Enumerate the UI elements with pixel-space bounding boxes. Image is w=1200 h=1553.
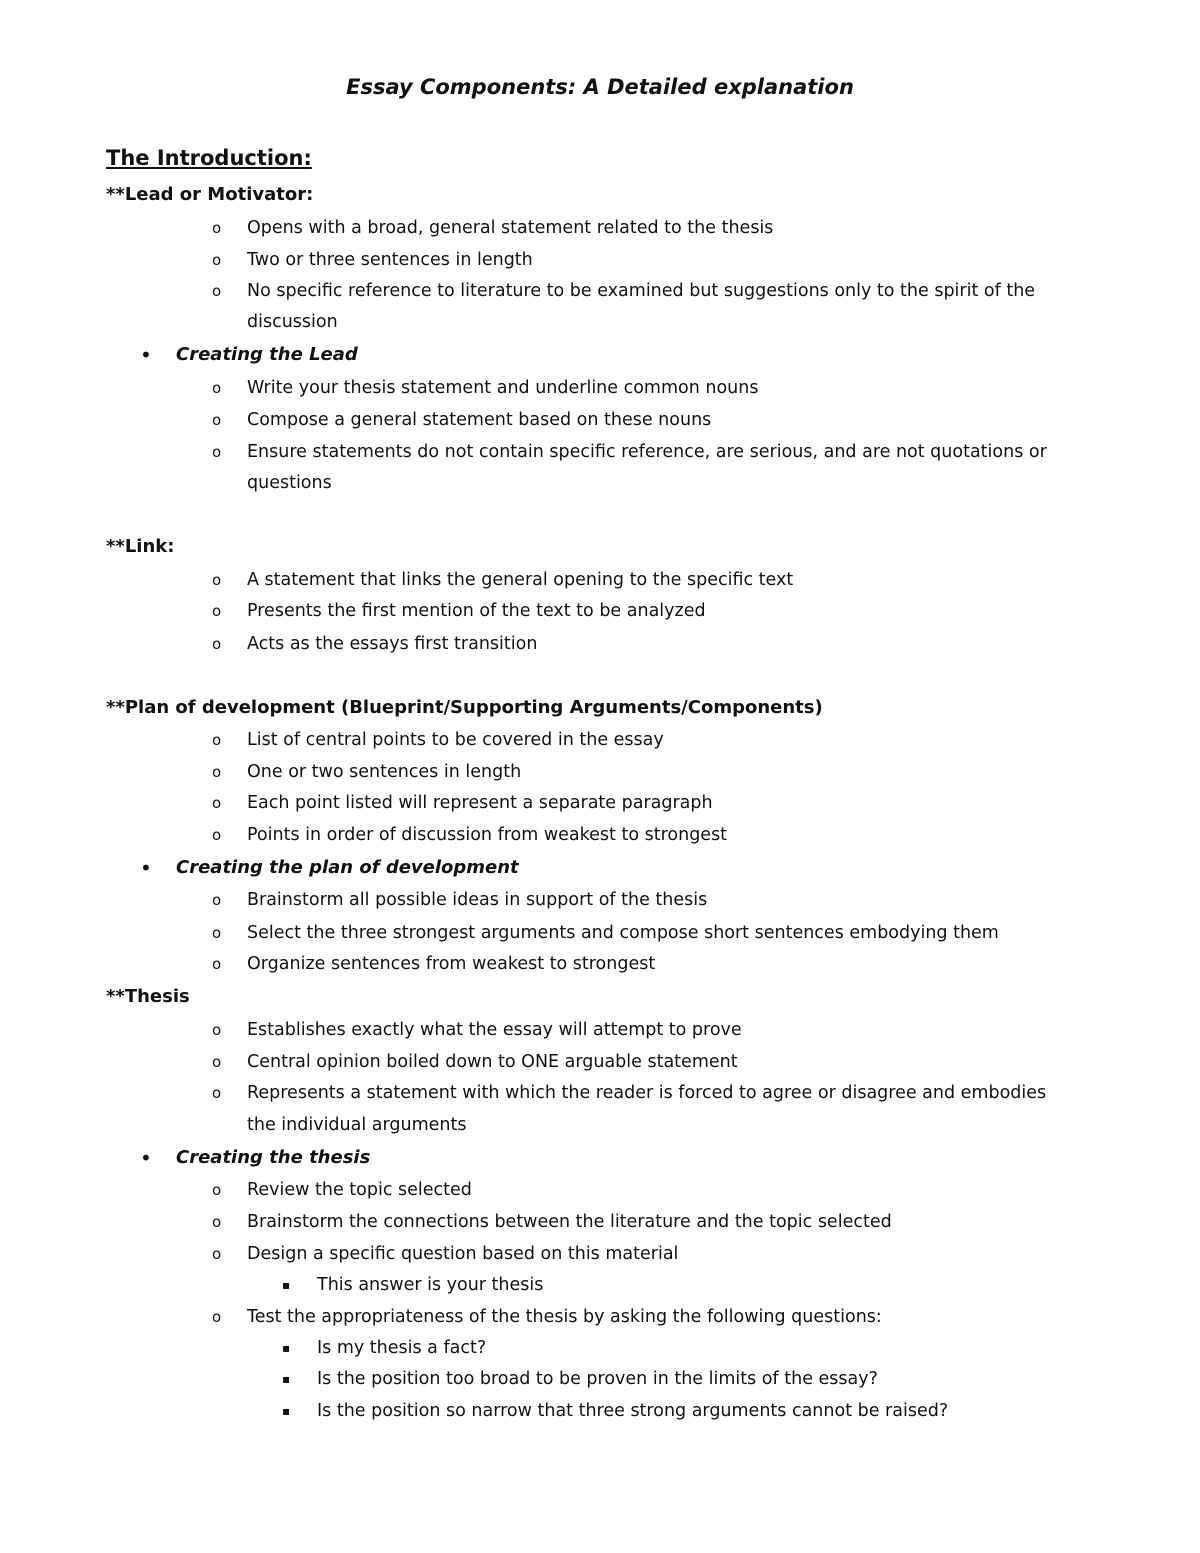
list-item: Ensure statements do not contain specific reference, are serious, and are not quotations or <box>247 442 1047 462</box>
list-item: Brainstorm all possible ideas in support of the thesis <box>247 890 708 910</box>
list-item-continuation: discussion <box>247 312 338 332</box>
sub-list-item: Is the position too broad to be proven in the limits of the essay? <box>317 1369 878 1389</box>
circle-bullet-icon: o <box>212 1308 222 1326</box>
list-item: Presents the first mention of the text to be analyzed <box>247 601 706 621</box>
list-item: Represents a statement with which the reader is forced to agree or disagree and embodies <box>247 1083 1047 1103</box>
sub-list-item: Is my thesis a fact? <box>317 1338 487 1358</box>
list-item: Two or three sentences in length <box>247 250 533 270</box>
circle-bullet-icon: o <box>212 1213 222 1231</box>
circle-bullet-icon: o <box>212 1181 222 1199</box>
section-heading-introduction: The Introduction: <box>106 146 312 170</box>
disc-bullet-icon: • <box>140 343 152 367</box>
circle-bullet-icon: o <box>212 1084 222 1102</box>
list-item: Points in order of discussion from weakest to strongest <box>247 825 728 845</box>
list-item: List of central points to be covered in the essay <box>247 730 664 750</box>
circle-bullet-icon: o <box>212 955 222 973</box>
circle-bullet-icon: o <box>212 411 222 429</box>
list-item: Select the three strongest arguments and compose short sentences embodying them <box>247 923 999 943</box>
circle-bullet-icon: o <box>212 602 222 620</box>
circle-bullet-icon: o <box>212 794 222 812</box>
bullet-subheading: Creating the thesis <box>176 1147 371 1168</box>
circle-bullet-icon: o <box>212 1021 222 1039</box>
circle-bullet-icon: o <box>212 826 222 844</box>
list-item: Acts as the essays first transition <box>247 634 538 654</box>
circle-bullet-icon: o <box>212 379 222 397</box>
list-item: Compose a general statement based on these nouns <box>247 410 712 430</box>
square-bullet-icon: ▪ <box>282 1372 291 1386</box>
circle-bullet-icon: o <box>212 282 222 300</box>
list-item: Opens with a broad, general statement related to the thesis <box>247 218 774 238</box>
circle-bullet-icon: o <box>212 219 222 237</box>
circle-bullet-icon: o <box>212 763 222 781</box>
list-item: Organize sentences from weakest to strongest <box>247 954 656 974</box>
section-subheading: **Lead or Motivator: <box>106 184 314 205</box>
list-item: Each point listed will represent a separate paragraph <box>247 793 713 813</box>
list-item-continuation: questions <box>247 473 332 493</box>
circle-bullet-icon: o <box>212 443 222 461</box>
disc-bullet-icon: • <box>140 856 152 880</box>
circle-bullet-icon: o <box>212 1245 222 1263</box>
list-item: Write your thesis statement and underline common nouns <box>247 378 759 398</box>
square-bullet-icon: ▪ <box>282 1278 291 1292</box>
disc-bullet-icon: • <box>140 1146 152 1170</box>
circle-bullet-icon: o <box>212 891 222 909</box>
square-bullet-icon: ▪ <box>282 1341 291 1355</box>
list-item: Brainstorm the connections between the literature and the topic selected <box>247 1212 892 1232</box>
list-item: No specific reference to literature to be examined but suggestions only to the spirit of the <box>247 281 1036 301</box>
bullet-subheading: Creating the Lead <box>176 344 358 365</box>
circle-bullet-icon: o <box>212 731 222 749</box>
circle-bullet-icon: o <box>212 924 222 942</box>
bullet-subheading: Creating the plan of development <box>176 857 519 878</box>
list-item: Establishes exactly what the essay will attempt to prove <box>247 1020 742 1040</box>
list-item: A statement that links the general opening to the specific text <box>247 570 794 590</box>
circle-bullet-icon: o <box>212 571 222 589</box>
list-item: One or two sentences in length <box>247 762 522 782</box>
list-item: Test the appropriateness of the thesis by asking the following questions: <box>247 1307 882 1327</box>
section-subheading: **Link: <box>106 536 175 557</box>
list-item-continuation: the individual arguments <box>247 1115 467 1135</box>
circle-bullet-icon: o <box>212 251 222 269</box>
list-item: Design a specific question based on this material <box>247 1244 679 1264</box>
square-bullet-icon: ▪ <box>282 1404 291 1418</box>
section-subheading: **Thesis <box>106 986 190 1007</box>
section-subheading: **Plan of development (Blueprint/Supporting Arguments/Components) <box>106 697 823 718</box>
sub-list-item: This answer is your thesis <box>317 1275 544 1295</box>
list-item: Review the topic selected <box>247 1180 472 1200</box>
circle-bullet-icon: o <box>212 1053 222 1071</box>
sub-list-item: Is the position so narrow that three strong arguments cannot be raised? <box>317 1401 949 1421</box>
circle-bullet-icon: o <box>212 635 222 653</box>
document-title: Essay Components: A Detailed explanation <box>346 75 854 99</box>
list-item: Central opinion boiled down to ONE arguable statement <box>247 1052 738 1072</box>
